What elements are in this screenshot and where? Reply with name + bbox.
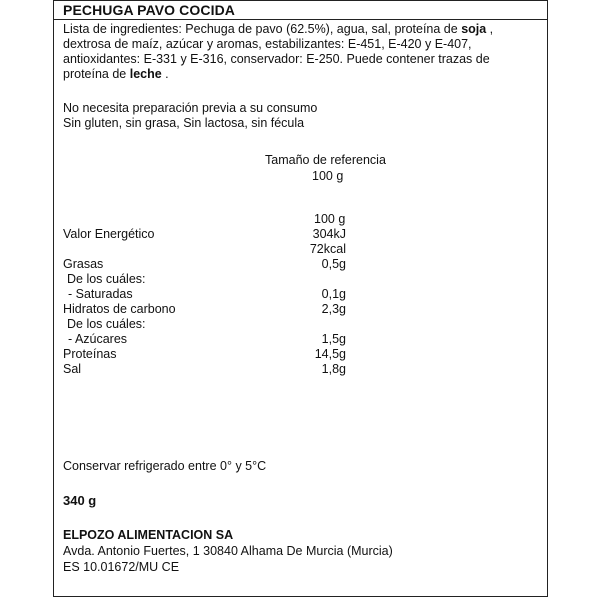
nutrient-value: 1,8g: [321, 362, 346, 376]
reference-size-label: Tamaño de referencia: [265, 153, 386, 167]
free-from-note: Sin gluten, sin grasa, Sin lactosa, sin fécula: [63, 116, 305, 130]
nutrient-label: Grasas: [63, 257, 104, 271]
energy-label: Valor Energético: [63, 227, 155, 241]
product-title: PECHUGA PAVO COCIDA: [63, 2, 235, 18]
nutrient-value: 1,5g: [321, 332, 346, 346]
nutrient-value: 14,5g: [314, 347, 346, 361]
ingredients-line-4: proteína de leche .: [63, 67, 169, 81]
title-divider: [53, 19, 548, 20]
ingredients-line-3: antioxidantes: E-331 y E-316, conservador: E-250. Puede contener trazas de: [63, 52, 490, 66]
net-weight: 340 g: [63, 493, 97, 508]
nutrient-value: 2,3g: [321, 302, 346, 316]
storage-instructions: Conservar refrigerado entre 0° y 5°C: [63, 459, 267, 473]
company-address: Avda. Antonio Fuertes, 1 30840 Alhama De Murcia (Murcia): [63, 544, 393, 558]
allergen-soja: soja: [461, 22, 487, 36]
nutrient-label: Proteínas: [63, 347, 117, 361]
reference-size-value: 100 g: [312, 169, 344, 183]
allergen-leche: leche: [129, 67, 162, 81]
nutrient-label: Hidratos de carbono: [63, 302, 176, 316]
ingredients-line-2: dextrosa de maíz, azúcar y aromas, estabilizantes: E-451, E-420 y E-407,: [63, 37, 472, 51]
nutrient-value: 0,5g: [321, 257, 346, 271]
nutrient-label: - Azúcares: [68, 332, 128, 346]
company-registry: ES 10.01672/MU CE: [63, 560, 180, 574]
nutrient-label: De los cuáles:: [67, 272, 146, 286]
nutrient-label: Sal: [63, 362, 82, 376]
energy-kj-value: 304kJ: [312, 227, 346, 241]
energy-kcal-value: 72kcal: [309, 242, 346, 256]
ingredients-line-1: Lista de ingredientes: Pechuga de pavo (62.5%), agua, sal, proteína de soja ,: [63, 22, 494, 36]
company-name: ELPOZO ALIMENTACION SA: [63, 528, 234, 542]
preparation-note: No necesita preparación previa a su consumo: [63, 101, 318, 115]
nutrient-label: De los cuáles:: [67, 317, 146, 331]
nutrient-label: - Saturadas: [68, 287, 133, 301]
nutrient-value: 0,1g: [321, 287, 346, 301]
nutrition-column-header: 100 g: [314, 212, 346, 226]
